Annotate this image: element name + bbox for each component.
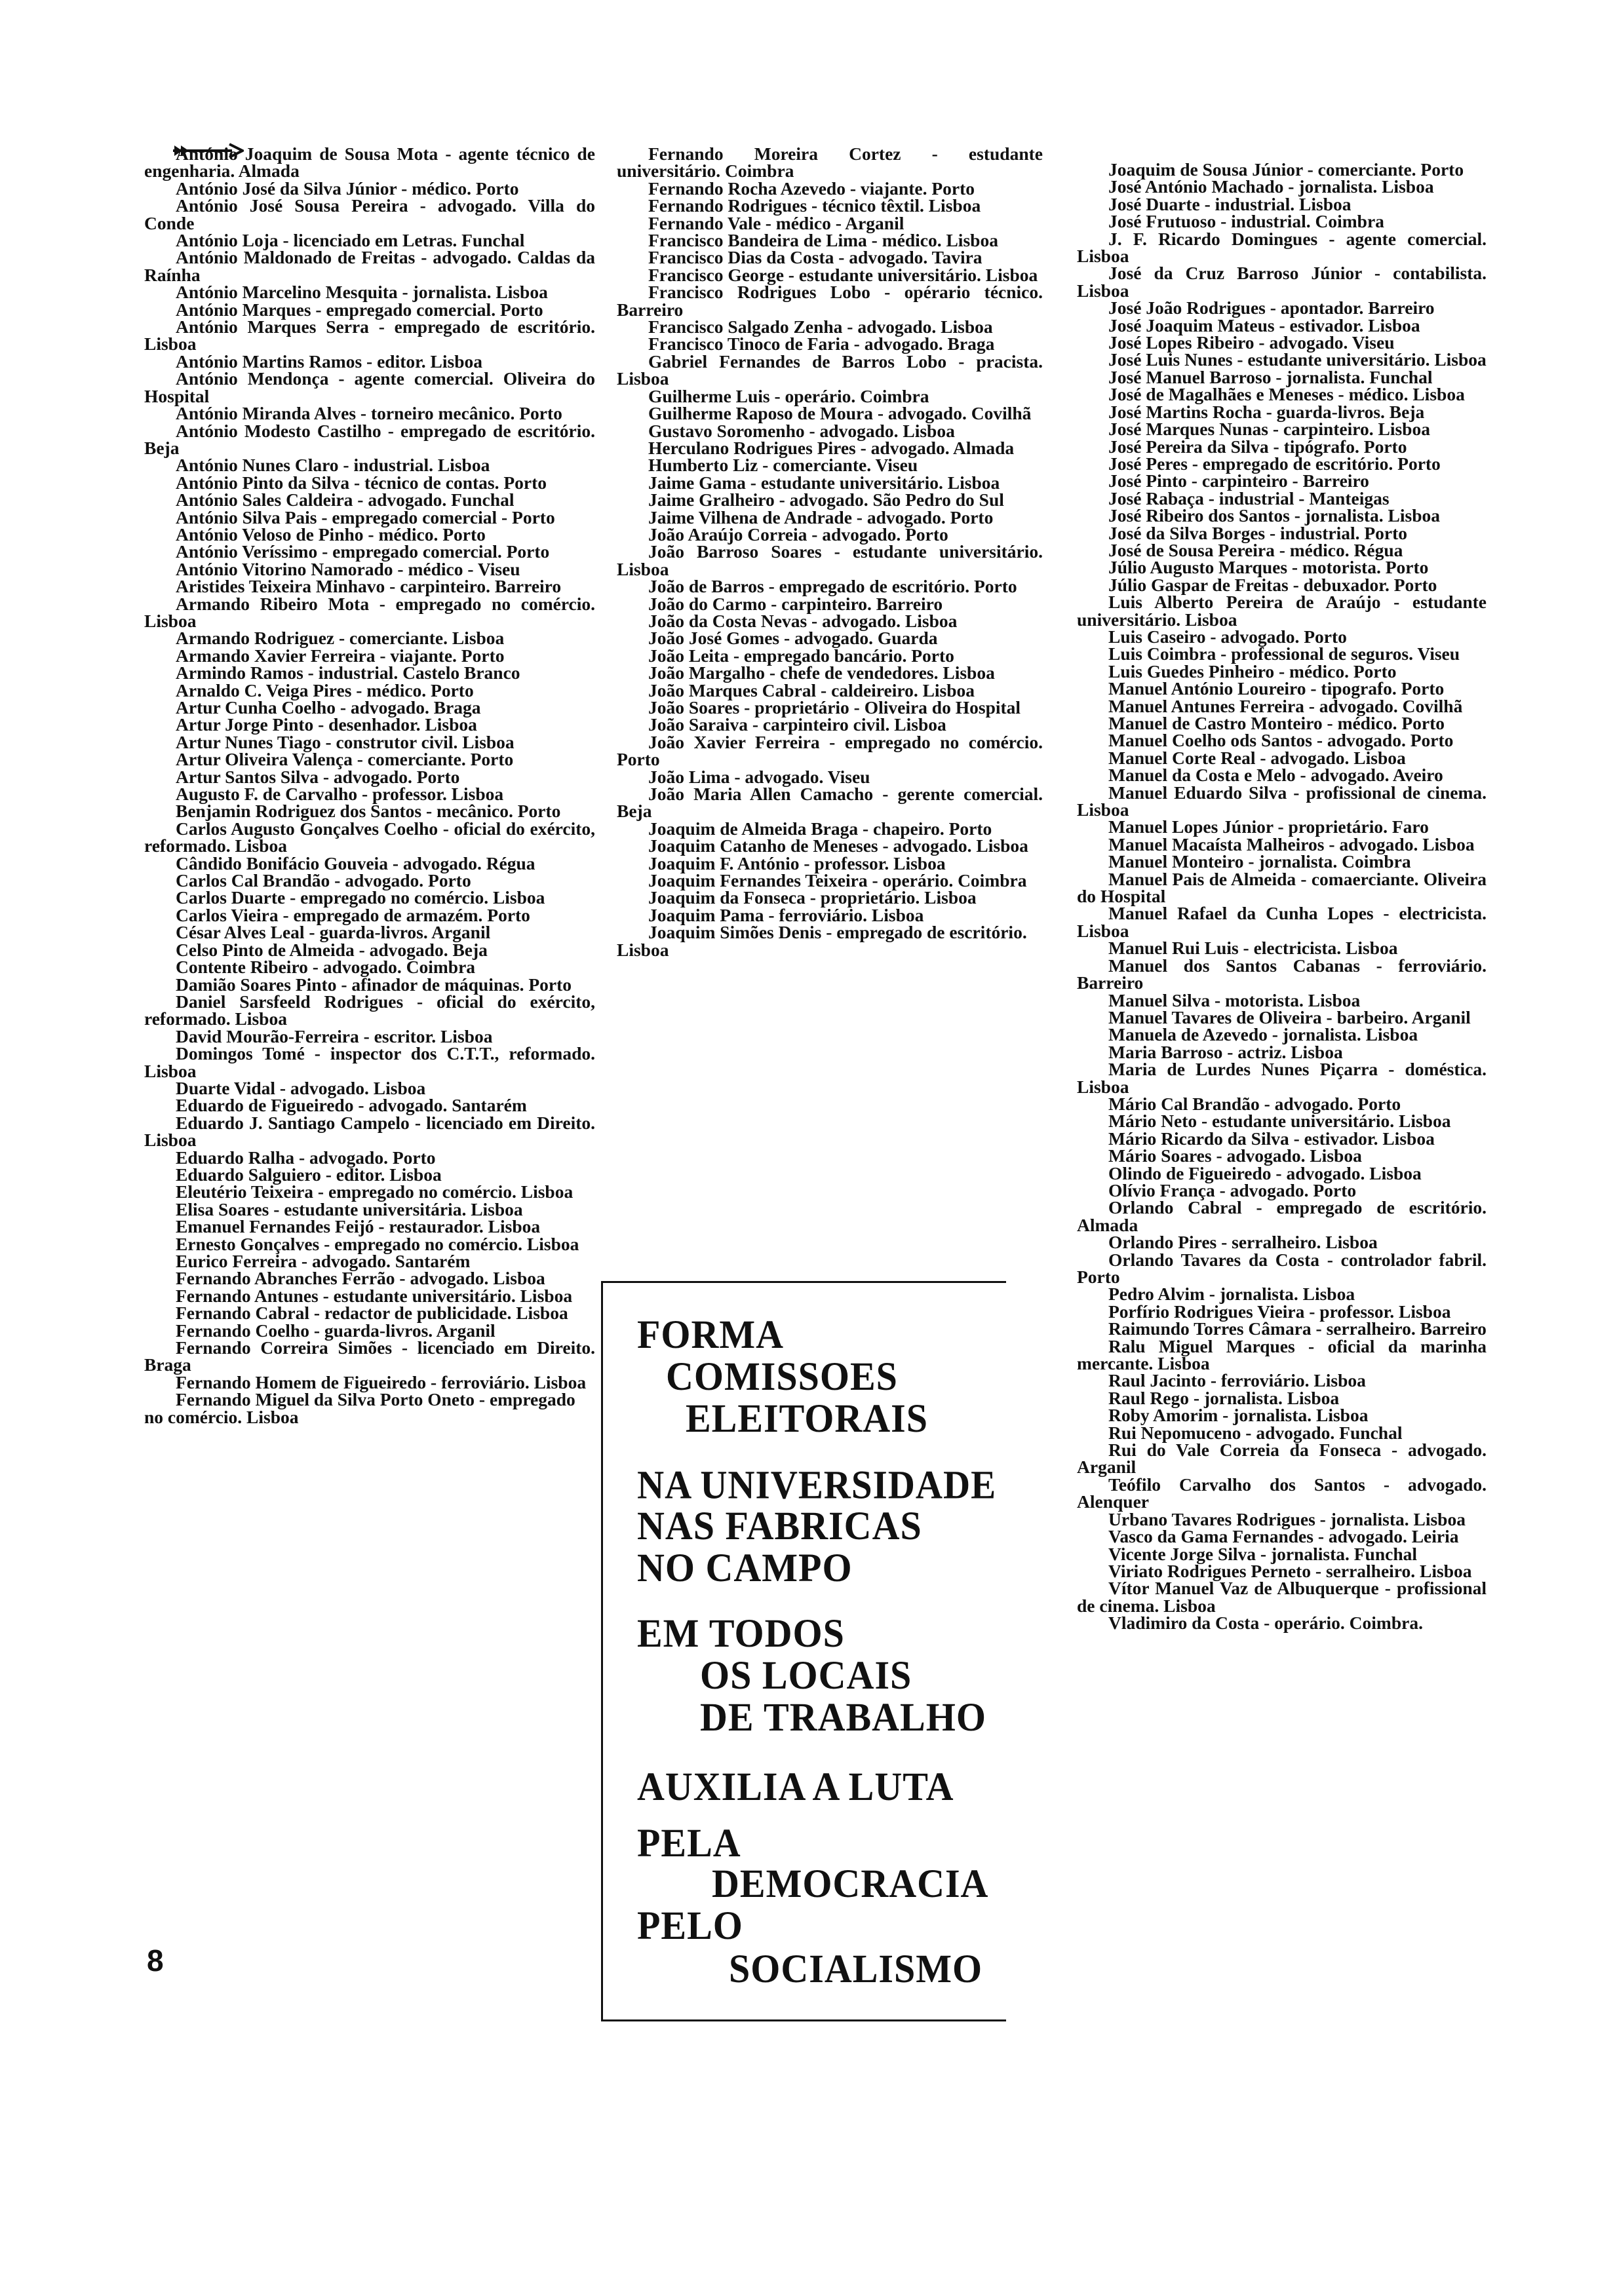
signatory-entry: Fernando Abranches Ferrão - advogado. Lisboa [176, 1268, 545, 1289]
signatory-entry: Manuel Silva - motorista. Lisboa [1108, 989, 1361, 1010]
signatory-entry: Joaquim Fernandes Teixeira - operário. Coimbra [648, 870, 1027, 891]
signatory-entry: Fernando Correira Simões - licenciado em Direito. Braga [144, 1337, 595, 1375]
signatory-column-3 [1077, 161, 1487, 1632]
banner-continuation [601, 1887, 1006, 1985]
signatory-entry: António Marcelino Mesquita - jornalista. Lisboa [176, 282, 548, 303]
signatory-entry: Emanuel Fernandes Feijó - restaurador. Lisboa [176, 1216, 541, 1237]
signatory-entry: Ernesto Gonçalves - empregado no comércio. Lisboa [176, 1233, 579, 1254]
signatory-entry: António Silva Pais - empregado comercial - Porto [176, 507, 555, 527]
signatory-entry: José Duarte - industrial. Lisboa [1108, 193, 1352, 214]
signatory-entry: Manuel Coelho ods Santos - advogado. Porto [1108, 730, 1454, 751]
signatory-entry: José Pereira da Silva - tipógrafo. Porto [1108, 436, 1407, 457]
signatory-entry: Mário Soares - advogado. Lisboa [1108, 1145, 1362, 1166]
signatory-entry: Olívio França - advogado. Porto [1108, 1179, 1357, 1200]
signatory-entry: Manuela de Azevedo - jornalista. Lisboa [1108, 1024, 1418, 1045]
signatory-entry: J. F. Ricardo Domingues - agente comercial. Lisboa [1077, 228, 1487, 267]
signatory-entry: Armando Ribeiro Mota - empregado no comércio. Lisboa [144, 593, 595, 631]
signatory-entry: Mário Neto - estudante universitário. Lisboa [1108, 1111, 1451, 1132]
signatory-entry: Eduardo Salguiero - editor. Lisboa [176, 1164, 442, 1185]
signatory-entry: Carlos Vieira - empregado de armazém. Porto [176, 904, 530, 925]
signatory-entry: Eduardo de Figueiredo - advogado. Santarém [176, 1095, 527, 1116]
signatory-entry: Luis Alberto Pereira de Araújo - estudante universitário. Lisboa [1077, 592, 1487, 630]
signatory-entry: António Mendonça - agente comercial. Oliveira do Hospital [144, 368, 595, 406]
signatory-entry: Teófilo Carvalho dos Santos - advogado. Alenquer [1077, 1474, 1487, 1512]
signatory-entry: David Mourão-Ferreira - escritor. Lisboa [176, 1025, 493, 1046]
signatory-entry: José da Cruz Barroso Júnior - contabilista. Lisboa [1077, 263, 1487, 301]
signatory-entry: Jaime Vilhena de Andrade - advogado. Porto [648, 507, 994, 527]
signatory-entry: Fernando Coelho - guarda-livros. Arganil [176, 1320, 496, 1341]
signatory-entry: Vítor Manuel Vaz de Albuquerque - profissional de cinema. Lisboa [1077, 1578, 1487, 1616]
signatory-entry: Luis Guedes Pinheiro - médico. Porto [1108, 660, 1397, 681]
signatory-entry: Elisa Soares - estudante universitária. Lisboa [176, 1198, 523, 1219]
signatory-entry: Júlio Gaspar de Freitas - debuxador. Porto [1108, 574, 1437, 595]
signatory-entry: João José Gomes - advogado. Guarda [648, 628, 938, 649]
signatory-entry: Manuel Pais de Almeida - comaerciante. Oliveira do Hospital [1077, 868, 1487, 907]
signatory-entry: José de Magalhães e Meneses - médico. Lisboa [1108, 384, 1465, 405]
signatory-entry: Manuel dos Santos Cabanas - ferroviário. Barreiro [1077, 955, 1487, 993]
signatory-entry: Fernando Vale - médico - Arganil [648, 212, 905, 233]
signatory-entry: Raul Rego - jornalista. Lisboa [1108, 1387, 1340, 1408]
signatory-entry: Mário Cal Brandão - advogado. Porto [1108, 1093, 1401, 1114]
signatory-entry: Manuel Rafael da Cunha Lopes - electricista. Lisboa [1077, 903, 1487, 941]
signatory-entry: Celso Pinto de Almeida - advogado. Beja [176, 939, 488, 960]
signatory-entry: Eduardo Ralha - advogado. Porto [176, 1147, 436, 1168]
signatory-entry: Guilherme Raposo de Moura - advogado. Covilhã [648, 403, 1032, 424]
signatory-entry: Jaime Gama - estudante universitário. Lisboa [648, 472, 1000, 493]
signatory-entry: Manuel Antunes Ferreira - advogado. Covilhã [1108, 695, 1463, 716]
signatory-entry: Artur Jorge Pinto - desenhador. Lisboa [176, 714, 477, 735]
signatory-entry: José João Rodrigues - apontador. Barreiro [1108, 297, 1435, 318]
signatory-entry: João Araújo Correia - advogado. Porto [648, 524, 948, 545]
banner-line: SOCIALISMO [729, 1946, 983, 1991]
signatory-entry: António Veríssimo - empregado comercial. Porto [176, 541, 550, 562]
signatory-entry: João Barroso Soares - estudante universitário. Lisboa [617, 541, 1043, 579]
signatory-entry: António Martins Ramos - editor. Lisboa [176, 351, 483, 372]
signatory-entry: Fernando Homem de Figueiredo - ferroviário. Lisboa [176, 1371, 587, 1392]
signatory-entry: Francisco Bandeira de Lima - médico. Lisboa [648, 230, 998, 251]
signatory-entry: Arnaldo C. Veiga Pires - médico. Porto [176, 679, 474, 700]
signatory-entry: João Xavier Ferreira - empregado no comércio. Porto [617, 731, 1043, 770]
signatory-entry: Rui do Vale Correia da Fonseca - advogado. Arganil [1077, 1440, 1487, 1478]
signatory-entry: Maria Barroso - actriz. Lisboa [1108, 1041, 1343, 1062]
banner-line: NO CAMPO [637, 1545, 853, 1590]
signatory-entry: Cândido Bonifácio Gouveia - advogado. Régua [176, 852, 535, 873]
page-number: 8 [147, 1943, 164, 1978]
signatory-entry: António Veloso de Pinho - médico. Porto [176, 524, 486, 545]
signatory-entry: António Marques - empregado comercial. Porto [176, 299, 543, 320]
signatory-entry: José Manuel Barroso - jornalista. Funchal [1108, 366, 1433, 387]
signatory-entry: Joaquim F. António - professor. Lisboa [648, 852, 946, 873]
signatory-entry: Vicente Jorge Silva - jornalista. Funchal [1108, 1543, 1418, 1564]
signatory-entry: Raimundo Torres Câmara - serralheiro. Barreiro [1108, 1318, 1487, 1339]
signatory-entry: Orlando Cabral - empregado de escritório. Almada [1077, 1197, 1487, 1235]
signatory-entry: João Leita - empregado bancário. Porto [648, 645, 954, 666]
signatory-entry: José Joaquim Mateus - estivador. Lisboa [1108, 315, 1420, 335]
signatory-entry: Manuel António Loureiro - tipografo. Porto [1108, 678, 1445, 699]
signatory-entry: José de Sousa Pereira - médico. Régua [1108, 539, 1403, 560]
signatory-entry: Maria de Lurdes Nunes Piçarra - doméstica. Lisboa [1077, 1059, 1487, 1097]
signatory-entry: António José da Silva Júnior - médico. Porto [176, 178, 519, 199]
signatory-entry: José Rabaça - industrial - Manteigas [1108, 488, 1390, 508]
signatory-entry: José Pinto - carpinteiro - Barreiro [1108, 470, 1369, 491]
signatory-entry: Olindo de Figueiredo - advogado. Lisboa [1108, 1162, 1422, 1183]
banner-line: NAS FABRICAS [637, 1503, 922, 1548]
signatory-entry: Luis Coimbra - professional de seguros. Viseu [1108, 643, 1460, 664]
signatory-entry: José Luis Nunes - estudante universitário. Lisboa [1108, 349, 1487, 370]
signatory-entry: António Vitorino Namorado - médico - Viseu [176, 558, 520, 579]
signatory-entry: Guilherme Luis - operário. Coimbra [648, 385, 929, 406]
signatory-entry: Manuel Tavares de Oliveira - barbeiro. Arganil [1108, 1006, 1471, 1027]
signatory-entry: Orlando Pires - serralheiro. Lisboa [1108, 1232, 1378, 1253]
signatory-entry: João Saraiva - carpinteiro civil. Lisboa [648, 714, 946, 735]
signatory-entry: Armando Xavier Ferreira - viajante. Porto [176, 645, 505, 666]
signatory-entry: Roby Amorim - jornalista. Lisboa [1108, 1405, 1369, 1426]
signatory-entry: Joaquim Catanho de Meneses - advogado. Lisboa [648, 835, 1028, 856]
signatory-entry: António Sales Caldeira - advogado. Funchal [176, 489, 515, 510]
signatory-entry: Herculano Rodrigues Pires - advogado. Almada [648, 437, 1015, 458]
signatory-entry: Benjamin Rodriguez dos Santos - mecânico. Porto [176, 801, 561, 822]
signatory-entry: Francisco George - estudante universitário. Lisboa [648, 264, 1038, 285]
signatory-entry: César Alves Leal - guarda-livros. Arganil [176, 922, 491, 943]
banner-line: DEMOCRACIA [712, 1861, 989, 1906]
signatory-entry: António Miranda Alves - torneiro mecânico. Porto [176, 403, 562, 424]
signatory-column-2 [617, 145, 1043, 959]
signatory-entry: Luis Caseiro - advogado. Porto [1108, 626, 1347, 647]
banner-line: FORMA [637, 1312, 785, 1357]
signatory-entry: Urbano Tavares Rodrigues - jornalista. Lisboa [1108, 1508, 1466, 1529]
signatory-entry: Vasco da Gama Fernandes - advogado. Leiria [1108, 1526, 1459, 1547]
signatory-entry: Eleutério Teixeira - empregado no comércio. Lisboa [176, 1181, 574, 1202]
signatory-entry: Jaime Gralheiro - advogado. São Pedro do Sul [648, 489, 1004, 510]
signatory-entry: Damião Soares Pinto - afinador de máquinas. Porto [176, 974, 572, 995]
signatory-entry: Mário Ricardo da Silva - estivador. Lisboa [1108, 1128, 1435, 1149]
signatory-entry: Carlos Augusto Gonçalves Coelho - oficial do exército, reformado. Lisboa [144, 818, 595, 856]
signatory-entry: José Marques Nunas - carpinteiro. Lisboa [1108, 419, 1430, 440]
banner-line: ELEITORAIS [686, 1396, 928, 1441]
signatory-entry: José Frutuoso - industrial. Coimbra [1108, 211, 1384, 232]
signatory-entry: Francisco Rodrigues Lobo - opérario técnico. Barreiro [617, 282, 1043, 320]
signatory-entry: Artur Santos Silva - advogado. Porto [176, 766, 460, 787]
signatory-entry: João Lima - advogado. Viseu [648, 766, 870, 787]
signatory-entry: António Maldonado de Freitas - advogado. Caldas da Raínha [144, 247, 595, 285]
signatory-entry: Joaquim de Almeida Braga - chapeiro. Porto [648, 818, 992, 839]
signatory-entry: Joaquim da Fonseca - proprietário. Lisboa [648, 887, 977, 908]
signatory-entry: João Soares - proprietário - Oliveira do Hospital [648, 697, 1021, 718]
signatory-entry: Júlio Augusto Marques - motorista. Porto [1108, 557, 1429, 578]
signatory-entry: Manuel Corte Real - advogado. Lisboa [1108, 747, 1406, 768]
signatory-entry: Porfírio Rodrigues Vieira - professor. Lisboa [1108, 1301, 1451, 1322]
signatory-entry: João Margalho - chefe de vendedores. Lisboa [648, 662, 995, 683]
signatory-entry: João de Barros - empregado de escritório. Porto [648, 576, 1017, 597]
banner-line: PELO [637, 1903, 743, 1948]
signatory-entry: Orlando Tavares da Costa - controlador fabril. Porto [1077, 1249, 1487, 1287]
signatory-entry: Ralu Miguel Marques - oficial da marinha mercante. Lisboa [1077, 1335, 1487, 1374]
signatory-entry: Daniel Sarsfeeld Rodrigues - oficial do exército, reformado. Lisboa [144, 991, 595, 1029]
banner-line: OS LOCAIS [700, 1653, 912, 1698]
signatory-entry: Eduardo J. Santiago Campelo - licenciado em Direito. Lisboa [144, 1112, 595, 1151]
signatory-entry: Fernando Moreira Cortez - estudante universitário. Coimbra [617, 144, 1043, 182]
signatory-entry: Gabriel Fernandes de Barros Lobo - pracista. Lisboa [617, 351, 1043, 389]
banner-line: NA UNIVERSIDADE [637, 1462, 997, 1508]
signatory-entry: Fernando Miguel da Silva Porto Oneto - empregado no comércio. Lisboa [144, 1389, 575, 1427]
signatory-entry: Carlos Duarte - empregado no comércio. Lisboa [176, 887, 545, 908]
signatory-entry: António José Sousa Pereira - advogado. Villa do Conde [144, 195, 595, 233]
signatory-entry: Artur Nunes Tiago - construtor civil. Lisboa [176, 731, 515, 752]
signatory-entry: Armindo Ramos - industrial. Castelo Branco [176, 662, 520, 683]
signatory-entry: Francisco Tinoco de Faria - advogado. Braga [648, 334, 995, 354]
signatory-entry: João Maria Allen Camacho - gerente comercial. Beja [617, 784, 1043, 822]
signatory-entry: Contente Ribeiro - advogado. Coimbra [176, 957, 476, 978]
signatory-entry: Raul Jacinto - ferroviário. Lisboa [1108, 1370, 1366, 1391]
banner-line: EM TODOS [637, 1611, 845, 1656]
signatory-entry: António Modesto Castilho - empregado de escritório. Beja [144, 420, 595, 458]
signatory-entry: Aristides Teixeira Minhavo - carpinteiro. Barreiro [176, 576, 562, 597]
signatory-entry: José Ribeiro dos Santos - jornalista. Lisboa [1108, 505, 1441, 526]
signatory-entry: Fernando Antunes - estudante universitário. Lisboa [176, 1285, 573, 1306]
signatory-entry: José da Silva Borges - industrial. Porto [1108, 522, 1408, 543]
signatory-entry: Gustavo Soromenho - advogado. Lisboa [648, 420, 955, 441]
signatory-entry: João do Carmo - carpinteiro. Barreiro [648, 593, 943, 614]
signatory-entry: Vladimiro da Costa - operário. Coimbra. [1108, 1613, 1423, 1634]
banner-line: PELA [637, 1820, 741, 1866]
signatory-entry: Armando Rodriguez - comerciante. Lisboa [176, 628, 505, 649]
signatory-entry: Manuel Lopes Júnior - proprietário. Faro [1108, 816, 1429, 837]
signatory-entry: Humberto Liz - comerciante. Viseu [648, 455, 918, 476]
signatory-entry: José António Machado - jornalista. Lisboa [1108, 176, 1434, 197]
signatory-entry: Fernando Rocha Azevedo - viajante. Porto [648, 178, 975, 199]
banner-line: DE TRABALHO [700, 1694, 986, 1740]
signatory-entry: João Marques Cabral - caldeireiro. Lisboa [648, 679, 975, 700]
signatory-entry: Duarte Vidal - advogado. Lisboa [176, 1077, 426, 1098]
signatory-entry: António Joaquim de Sousa Mota - agente técnico de engenharia. Almada [144, 144, 595, 182]
signatory-entry: António Pinto da Silva - técnico de contas. Porto [176, 472, 547, 493]
signatory-entry: Fernando Cabral - redactor de publicidade. Lisboa [176, 1303, 568, 1324]
signatory-entry: Rui Nepomuceno - advogado. Funchal [1108, 1422, 1403, 1443]
signatory-entry: José Lopes Ribeiro - advogado. Viseu [1108, 332, 1395, 353]
signatory-entry: Francisco Dias da Costa - advogado. Tavira [648, 247, 983, 268]
signatory-entry: Viriato Rodrigues Perneto - serralheiro. Lisboa [1108, 1560, 1472, 1581]
banner-line: COMISSOES [666, 1354, 898, 1399]
signatory-entry: Fernando Rodrigues - técnico têxtil. Lisboa [648, 195, 981, 216]
banner-line: AUXILIA A LUTA [637, 1764, 954, 1809]
signatory-entry: Artur Cunha Coelho - advogado. Braga [176, 697, 481, 718]
signatory-entry: Manuel da Costa e Melo - advogado. Aveiro [1108, 765, 1443, 786]
signatory-entry: Eurico Ferreira - advogado. Santarém [176, 1251, 471, 1271]
signatory-entry: António Nunes Claro - industrial. Lisboa [176, 455, 490, 476]
signatory-entry: José Martins Rocha - guarda-livros. Beja [1108, 401, 1425, 422]
signatory-entry: Artur Oliveira Valença - comerciante. Porto [176, 749, 514, 770]
signatory-entry: Carlos Cal Brandão - advogado. Porto [176, 870, 471, 891]
signatory-entry: Joaquim Pama - ferroviário. Lisboa [648, 904, 924, 925]
signatory-entry: Manuel Macaísta Malheiros - advogado. Lisboa [1108, 833, 1475, 854]
signatory-entry: Manuel Monteiro - jornalista. Coimbra [1108, 851, 1411, 872]
signatory-entry: Pedro Alvim - jornalista. Lisboa [1108, 1284, 1355, 1305]
signatory-entry: Manuel de Castro Monteiro - médico. Porto [1108, 713, 1445, 733]
signatory-column-1 [144, 145, 595, 1426]
signatory-entry: António Loja - licenciado em Letras. Funchal [176, 230, 525, 251]
signatory-entry: Manuel Eduardo Silva - profissional de cinema. Lisboa [1077, 782, 1487, 820]
signatory-entry: João da Costa Nevas - advogado. Lisboa [648, 610, 958, 631]
signatory-entry: António Marques Serra - empregado de escritório. Lisboa [144, 316, 595, 354]
signatory-entry: Joaquim Simões Denis - empregado de escritório. Lisboa [617, 922, 1027, 960]
signatory-entry: Joaquim de Sousa Júnior - comerciante. Porto [1108, 159, 1464, 180]
signatory-entry: Augusto F. de Carvalho - professor. Lisboa [176, 784, 504, 805]
signatory-entry: José Peres - empregado de escritório. Porto [1108, 453, 1441, 474]
signatory-entry: Francisco Salgado Zenha - advogado. Lisboa [648, 316, 993, 337]
signatory-entry: Domingos Tomé - inspector dos C.T.T., reformado. Lisboa [144, 1043, 595, 1081]
signatory-entry: Manuel Rui Luis - electricista. Lisboa [1108, 938, 1398, 959]
